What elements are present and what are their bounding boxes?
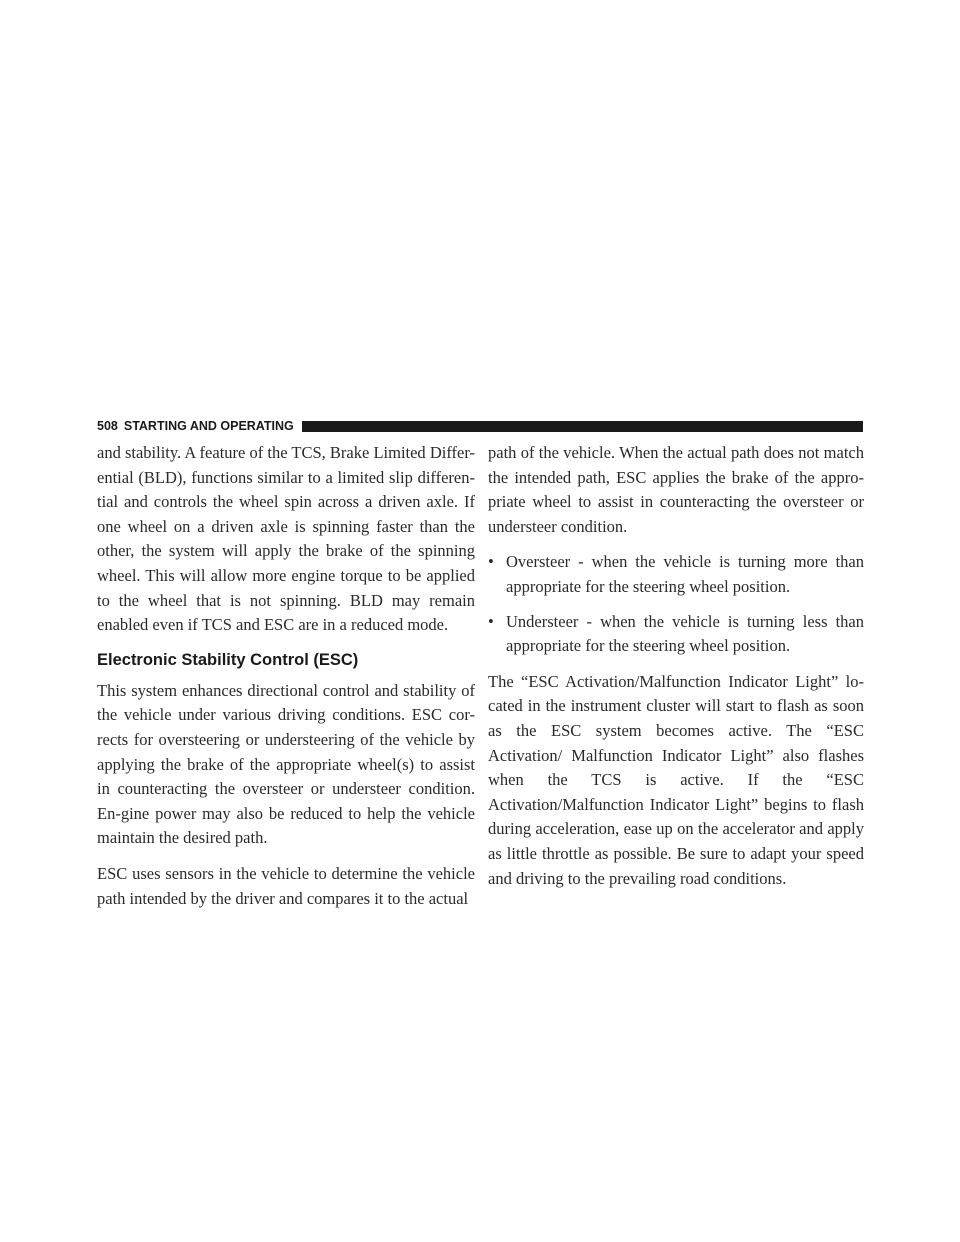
section-heading-esc: Electronic Stability Control (ESC) xyxy=(97,650,359,669)
paragraph-esc-sensors: ESC uses sensors in the vehicle to determine the vehicle path intended by the driver and compares it to the actual xyxy=(97,863,475,908)
section-title: STARTING AND OPERATING xyxy=(123,419,294,433)
left-column xyxy=(97,441,475,922)
page-number: 508 xyxy=(97,419,118,433)
bullet-list xyxy=(488,550,864,658)
bullet-marker: • xyxy=(488,552,494,572)
paragraph-bld: and stability. A feature of the TCS, Brake Limited Differ-ential (BLD), functions similar to a limited slip differen-tial and controls the wheel spin across a driven axle. If one wheel on a driven axle is spinning faster than the other, the system will apply the brake of the spinning wheel. This will allow more engine torque to be applied to the wheel that is not spinning. BLD may remain enabled even if TCS and ESC are in a reduced mode. xyxy=(97,443,475,635)
list-item-text: Understeer - when the vehicle is turning less than appropriate for the steering wheel position. xyxy=(506,611,864,656)
list-item-text: Oversteer - when the vehicle is turning more than appropriate for the steering wheel position. xyxy=(506,552,864,596)
page-header xyxy=(97,419,863,433)
list-item-understeer xyxy=(488,610,864,659)
list-item-oversteer xyxy=(488,550,864,599)
paragraph-esc-intro: This system enhances directional control and stability of the vehicle under various driving conditions. ESC cor-rects for oversteering or understeering of the vehicle by applying the brake of the appropriate wheel(s) to assist in counteracting the oversteer or understeer condition. En-gine power may also be reduced to help the vehicle maintain the desired path. xyxy=(97,680,475,848)
paragraph-esc-path: path of the vehicle. When the actual path does not match the intended path, ESC applies the brake of the appro-priate wheel to assist in counteracting the oversteer or understeer condition. xyxy=(488,443,864,536)
paragraph-indicator-light: The “ESC Activation/Malfunction Indicator Light” lo-cated in the instrument cluster will start to flash as soon as the ESC system becomes active. The “ESC Activation/ Malfunction Indicator Light” also flashes when the TCS is active. If the “ESC Activation/Malfunction Indicator Light” begins to flash during acceleration, ease up on the accelerator and apply as little throttle as possible. Be sure to adapt your speed and driving to the prevailing road conditions. xyxy=(488,671,864,888)
header-rule xyxy=(302,421,863,432)
right-column xyxy=(488,441,864,902)
bullet-marker: • xyxy=(488,611,494,631)
